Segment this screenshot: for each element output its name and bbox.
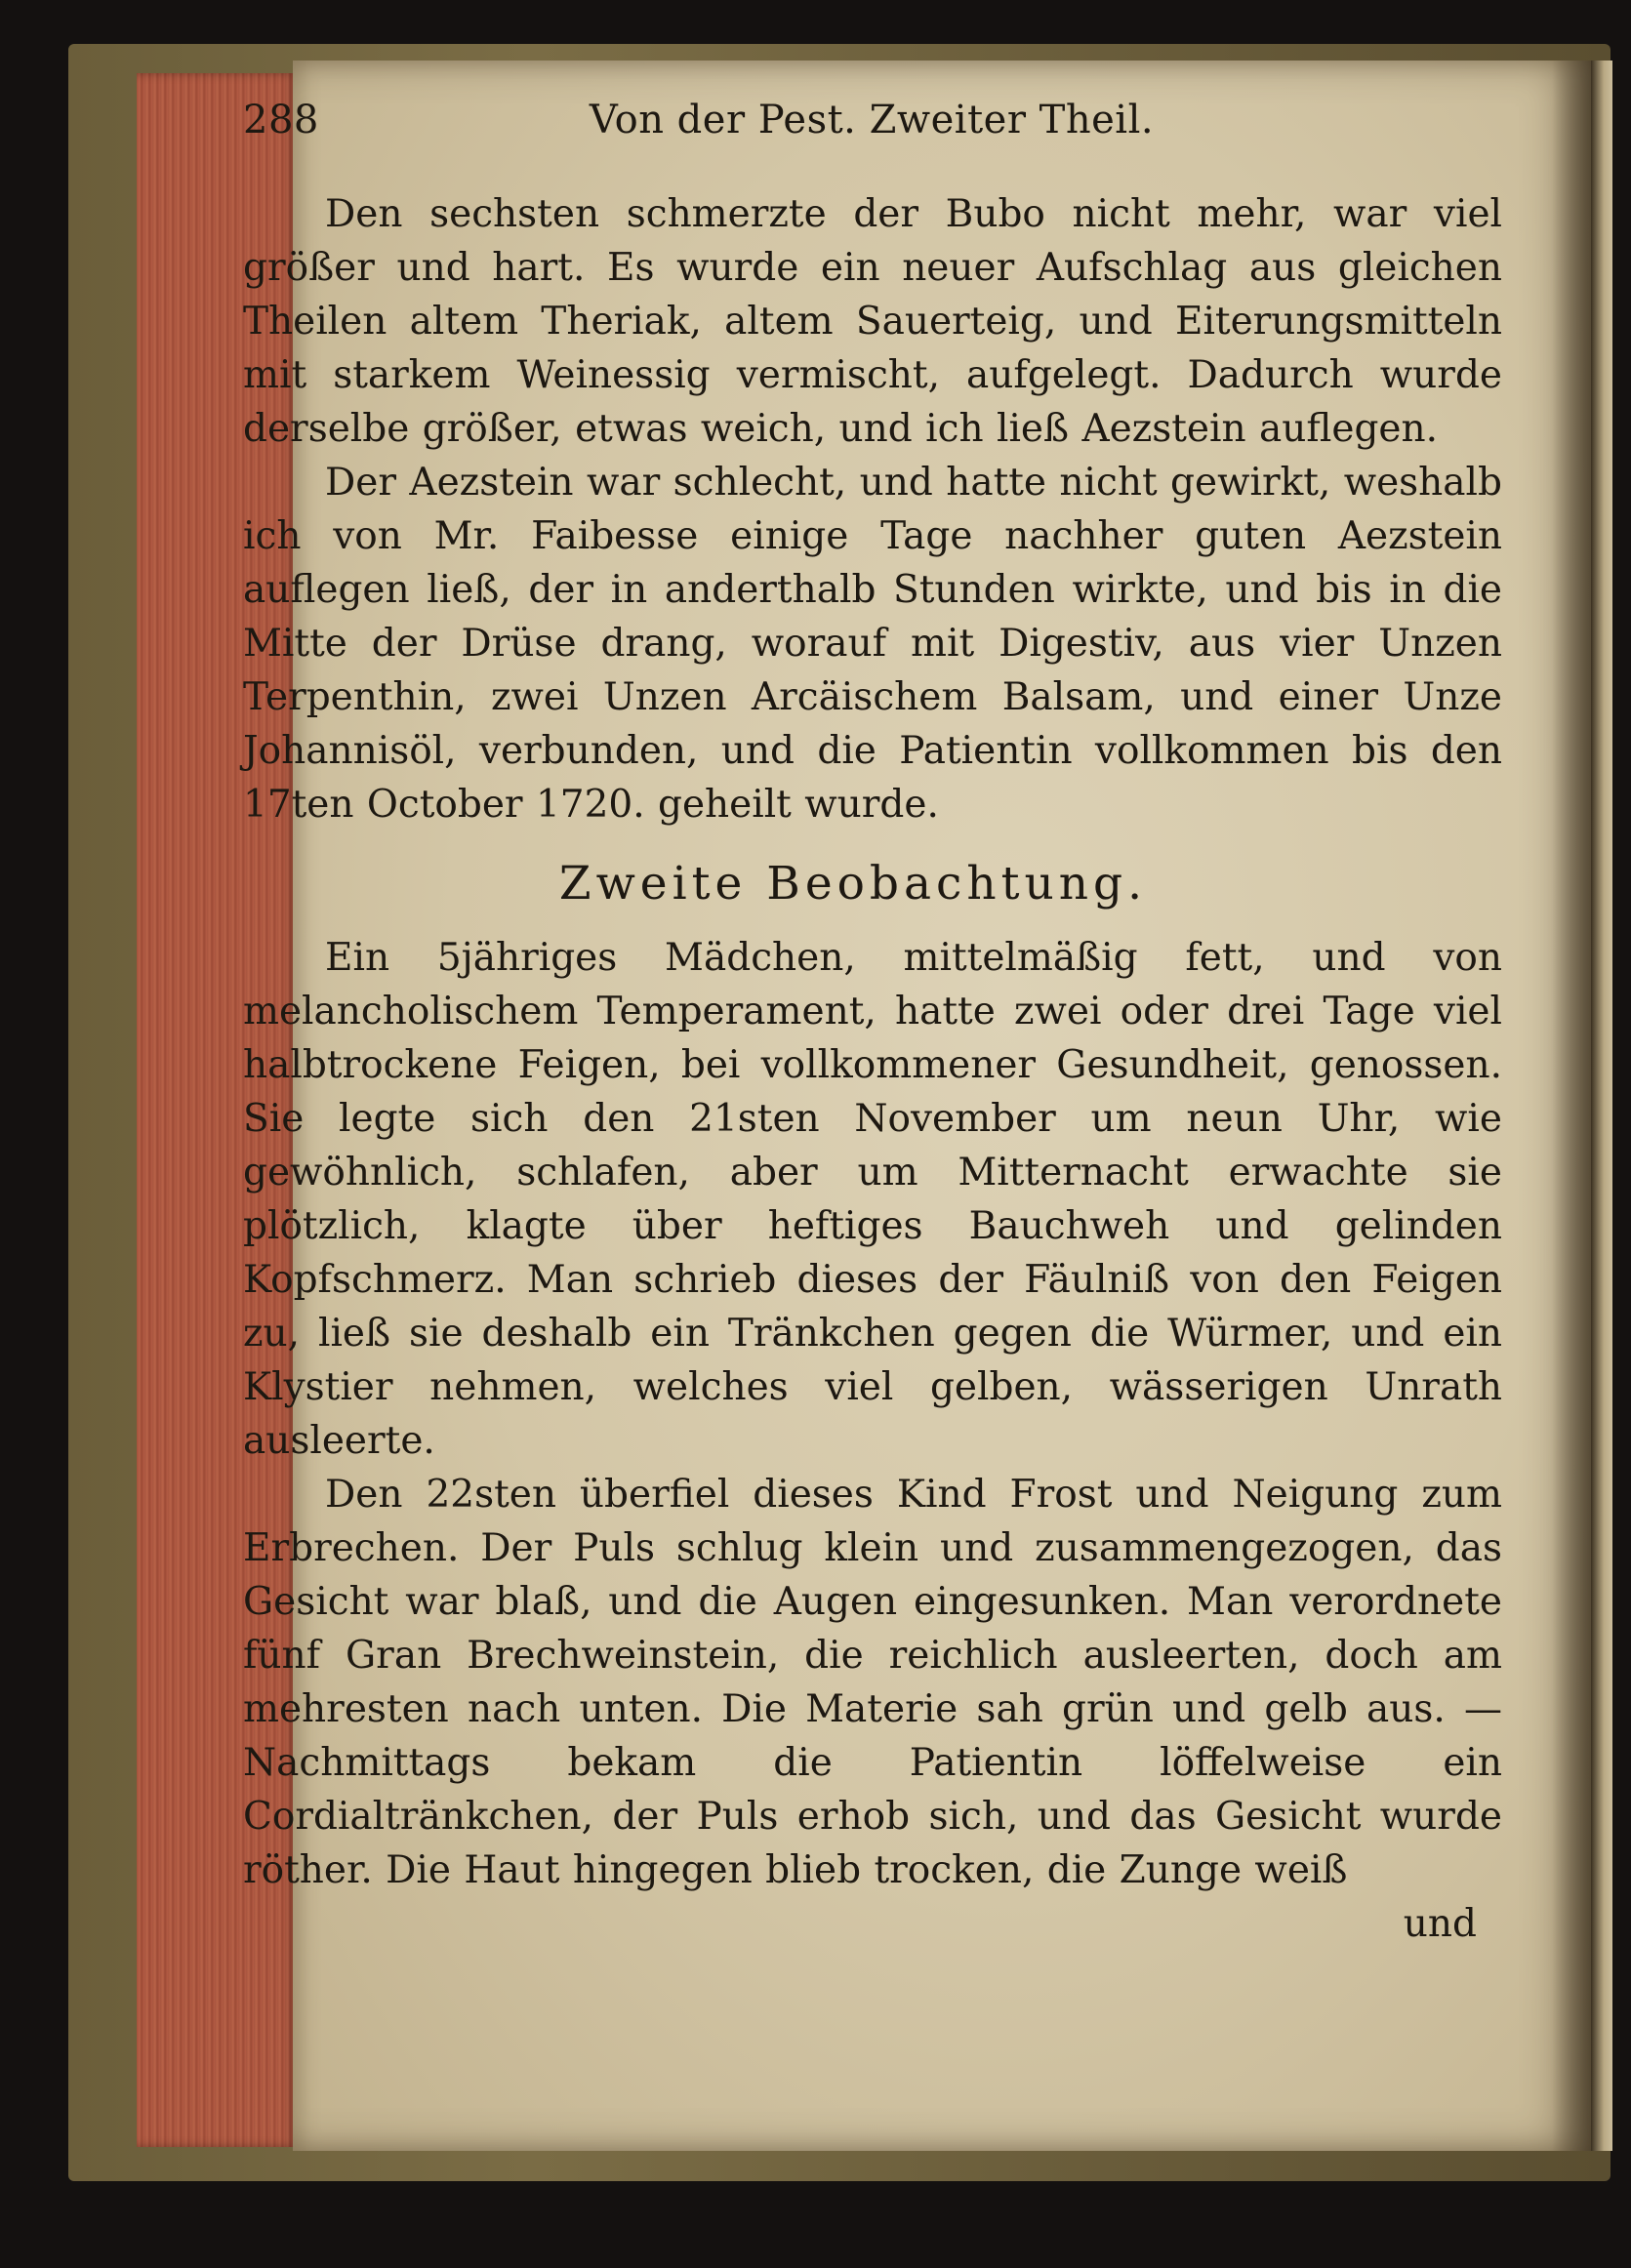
- gutter-shadow: [1552, 61, 1591, 2151]
- paragraph: Der Aezstein war schlecht, und hatte nicht gewirkt, weshalb ich von Mr. Faibesse einige Tage nachher guten Aezstein auflegen ließ, der in anderthalb Stunden wirkte, und bis in die Mitte der Drüse drang, worauf mit Digestiv, aus vier Unzen Terpenthin, zwei Unzen Arcäischem Balsam, und einer Unze Johannisöl, verbunden, und die Patientin vollkommen bis den 17ten October 1720. geheilt wurde.: [243, 461, 1502, 827]
- page-text: [243, 98, 1502, 1951]
- facing-page-edge: [1591, 61, 1612, 2151]
- catchword: und: [1403, 1902, 1477, 1946]
- running-head: [243, 98, 1502, 187]
- page-number: 288: [243, 98, 319, 142]
- paragraph: Ein 5jähriges Mädchen, mittelmäßig fett, und von melancholischem Temperament, hatte zwei oder drei Tage viel halbtrockene Feigen, bei vollkommener Gesundheit, genossen. Sie legte sich den 21sten November um neun Uhr, wie gewöhnlich, schlafen, aber um Mitternacht erwachte sie plötzlich, klagte über heftiges Bauchweh und gelinden Kopfschmerz. Man schrieb dieses der Fäulniß von den Feigen zu, ließ sie deshalb ein Tränkchen gegen die Würmer, und ein Klystier nehmen, welches viel gelben, wässerigen Unrath ausleerte.: [243, 936, 1502, 1463]
- section-heading: Zweite Beobachtung.: [558, 857, 1148, 911]
- paragraph: Den 22sten überfiel dieses Kind Frost und Neigung zum Erbrechen. Der Puls schlug klein und zusammengezogen, das Gesicht war blaß, und die Augen eingesunken. Man verordnete fünf Gran Brechweinstein, die reichlich ausleerten, doch am mehresten nach unten. Die Materie sah grün und gelb aus. — Nachmittags bekam die Patientin löffelweise ein Cordialtränkchen, der Puls erhob sich, und das Gesicht wurde röther. Die Haut hingegen blieb trocken, die Zunge weiß: [243, 1473, 1502, 1892]
- paragraph: Den sechsten schmerzte der Bubo nicht mehr, war viel größer und hart. Es wurde ein neuer Aufschlag aus gleichen Theilen altem Theriak, altem Sauerteig, und Eiterungsmitteln mit starkem Weinessig vermischt, aufgelegt. Dadurch wurde derselbe größer, etwas weich, und ich ließ Aezstein auflegen.: [243, 192, 1502, 451]
- running-title: Von der Pest. Zweiter Theil.: [589, 98, 1155, 142]
